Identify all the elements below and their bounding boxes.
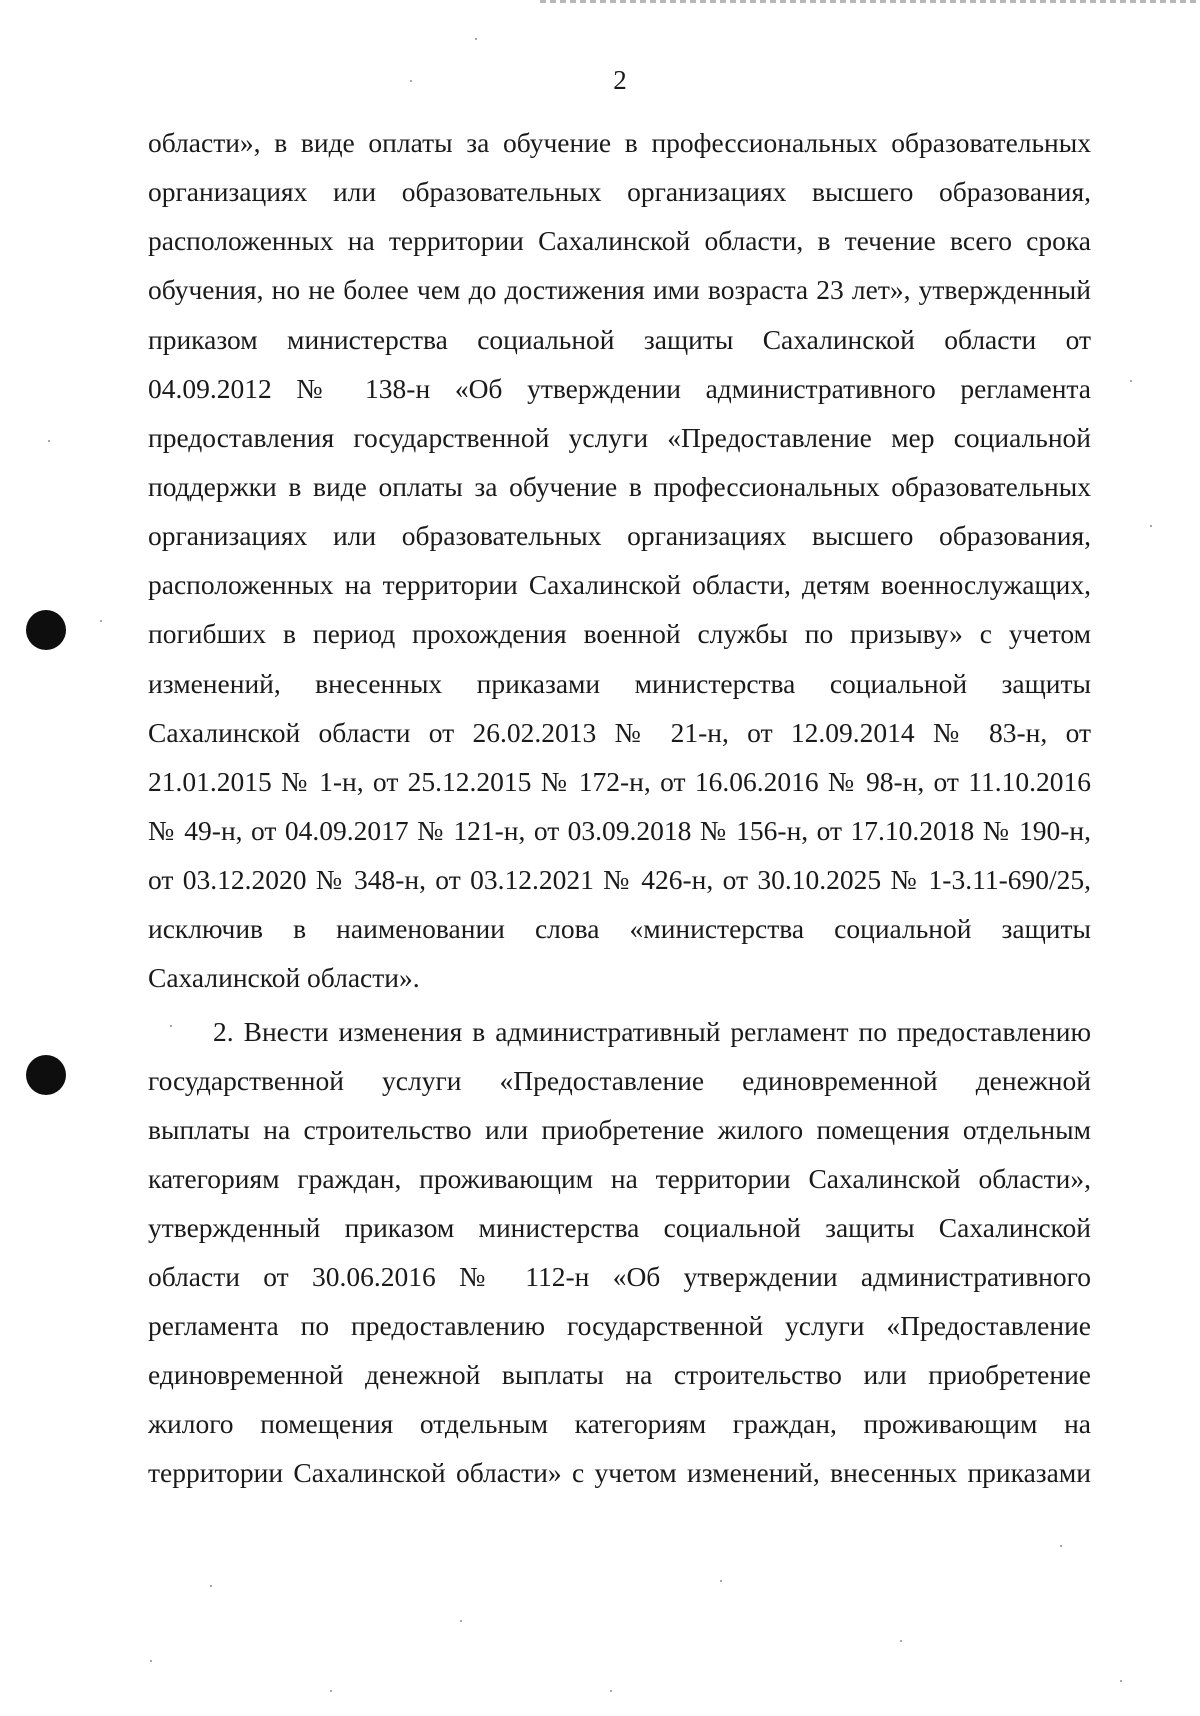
text-line: жилого помещения отдельным категориям граждан, проживающим на [148,1408,1091,1439]
text-line: 21.01.2015 № 1-н, от 25.12.2015 № 172-н, от 16.06.2016 № 98-н, от 11.10.2016 [148,766,1091,797]
text-line: области», в виде оплаты за обучение в профессиональных образовательных [148,127,1091,158]
text-line: выплаты на строительство или приобретение жилого помещения отдельным [148,1114,1091,1145]
scan-speck [410,80,412,82]
text-line: категориям граждан, проживающим на территории Сахалинской области», [148,1163,1091,1194]
text-line: Сахалинской области». [148,962,420,993]
text-line: регламента по предоставлению государственной услуги «Предоставление [148,1310,1091,1341]
text-line: 04.09.2012 № 138-н «Об утверждении административного регламента [148,373,1091,404]
text-line: от 03.12.2020 № 348-н, от 03.12.2021 № 426-н, от 30.10.2025 № 1-3.11-690/25, [148,864,1091,895]
scan-speck [1060,1545,1062,1547]
text-line: приказом министерства социальной защиты Сахалинской области от [148,324,1091,355]
text-line: утвержденный приказом министерства социальной защиты Сахалинской [148,1212,1091,1243]
scan-speck [330,1690,332,1692]
text-line: исключив в наименовании слова «министерства социальной защиты [148,913,1091,944]
scan-speck [900,1640,902,1642]
scan-speck [1130,380,1132,382]
text-line: предоставления государственной услуги «Предоставление мер социальной [148,422,1091,453]
scan-speck [100,620,102,622]
text-line: единовременной денежной выплаты на строительство или приобретение [148,1359,1091,1390]
scan-speck [1150,525,1152,527]
scan-speck [610,1690,612,1692]
text-line: расположенных на территории Сахалинской области, детям военнослужащих, [148,569,1091,600]
text-line: обучения, но не более чем до достижения ими возраста 23 лет», утвержденный [148,274,1091,305]
scan-speck [1120,1680,1122,1682]
scan-speck [460,1620,462,1622]
scan-speck [210,1585,212,1587]
text-line: 2. Внести изменения в административный регламент по предоставлению [213,1016,1091,1047]
text-line: Сахалинской области от 26.02.2013 № 21-н, от 12.09.2014 № 83-н, от [148,717,1091,748]
text-line: № 49-н, от 04.09.2017 № 121-н, от 03.09.2018 № 156-н, от 17.10.2018 № 190-н, [148,815,1091,846]
binder-hole-upper [26,610,66,650]
scan-speck [170,1025,172,1027]
text-line: погибших в период прохождения военной службы по призыву» с учетом [148,618,1091,649]
scan-top-edge [540,0,1200,3]
scan-speck [150,1660,152,1662]
text-line: расположенных на территории Сахалинской области, в течение всего срока [148,225,1091,256]
text-line: организациях или образовательных организациях высшего образования, [148,176,1091,207]
binder-hole-lower [26,1055,66,1095]
text-line: территории Сахалинской области» с учетом изменений, внесенных приказами [148,1457,1091,1488]
page-number: 2 [613,65,627,95]
text-line: изменений, внесенных приказами министерства социальной защиты [148,668,1091,699]
text-line: области от 30.06.2016 № 112-н «Об утверждении административного [148,1261,1091,1292]
scan-speck [475,38,477,40]
scan-speck [48,440,50,442]
text-line: поддержки в виде оплаты за обучение в профессиональных образовательных [148,471,1091,502]
text-line: государственной услуги «Предоставление единовременной денежной [148,1065,1091,1096]
scan-speck [720,1580,722,1582]
text-line: организациях или образовательных организациях высшего образования, [148,520,1091,551]
